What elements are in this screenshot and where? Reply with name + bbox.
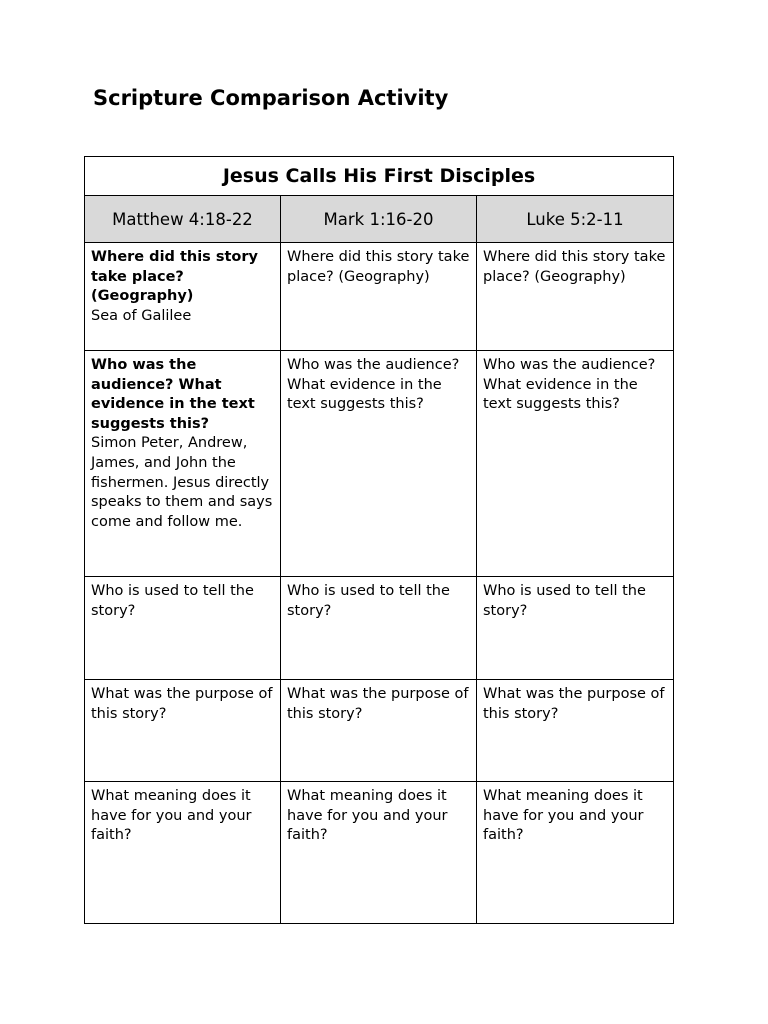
question-text: What was the purpose of this story? — [91, 686, 273, 722]
cell-mark-audience — [281, 351, 477, 577]
question-text: Where did this story take place? (Geography) — [91, 249, 258, 305]
question-text: Where did this story take place? (Geography) — [483, 249, 666, 285]
cell-mark-meaning — [281, 782, 477, 924]
question-text: What meaning does it have for you and your faith? — [91, 788, 252, 844]
cell-matthew-geography — [85, 243, 281, 351]
question-text: What meaning does it have for you and your faith? — [287, 788, 448, 844]
cell-mark-geography — [281, 243, 477, 351]
table-row — [85, 680, 674, 782]
table-row — [85, 351, 674, 577]
table-row — [85, 782, 674, 924]
answer-text: Simon Peter, Andrew, James, and John the fishermen. Jesus directly speaks to them and says come and follow me. — [91, 435, 273, 530]
question-text: Who is used to tell the story? — [483, 583, 646, 619]
cell-luke-narrator — [477, 577, 674, 680]
question-text: Who was the audience? What evidence in the text suggests this? — [287, 357, 460, 413]
question-text: What meaning does it have for you and your faith? — [483, 788, 644, 844]
question-text: What was the purpose of this story? — [287, 686, 469, 722]
column-header-mark: Mark 1:16-20 — [281, 196, 477, 243]
document-title: Scripture Comparison Activity — [93, 86, 449, 110]
cell-luke-audience — [477, 351, 674, 577]
cell-matthew-audience — [85, 351, 281, 577]
question-text: Who is used to tell the story? — [91, 583, 254, 619]
table-row — [85, 243, 674, 351]
cell-mark-narrator — [281, 577, 477, 680]
question-text: What was the purpose of this story? — [483, 686, 665, 722]
column-header-matthew: Matthew 4:18-22 — [85, 196, 281, 243]
answer-text: Sea of Galilee — [91, 307, 192, 324]
question-text: Who was the audience? What evidence in the text suggests this? — [483, 357, 656, 413]
column-header-luke: Luke 5:2-11 — [477, 196, 674, 243]
comparison-table — [84, 156, 674, 924]
cell-matthew-purpose — [85, 680, 281, 782]
question-text: Who is used to tell the story? — [287, 583, 450, 619]
cell-luke-geography — [477, 243, 674, 351]
cell-matthew-narrator — [85, 577, 281, 680]
table-caption: Jesus Calls His First Disciples — [85, 157, 674, 196]
question-text: Where did this story take place? (Geography) — [287, 249, 470, 285]
cell-luke-meaning — [477, 782, 674, 924]
cell-matthew-meaning — [85, 782, 281, 924]
column-header-row — [85, 196, 674, 243]
question-text: Who was the audience? What evidence in the text suggests this? — [91, 357, 255, 432]
table-row — [85, 577, 674, 680]
cell-luke-purpose — [477, 680, 674, 782]
cell-mark-purpose — [281, 680, 477, 782]
